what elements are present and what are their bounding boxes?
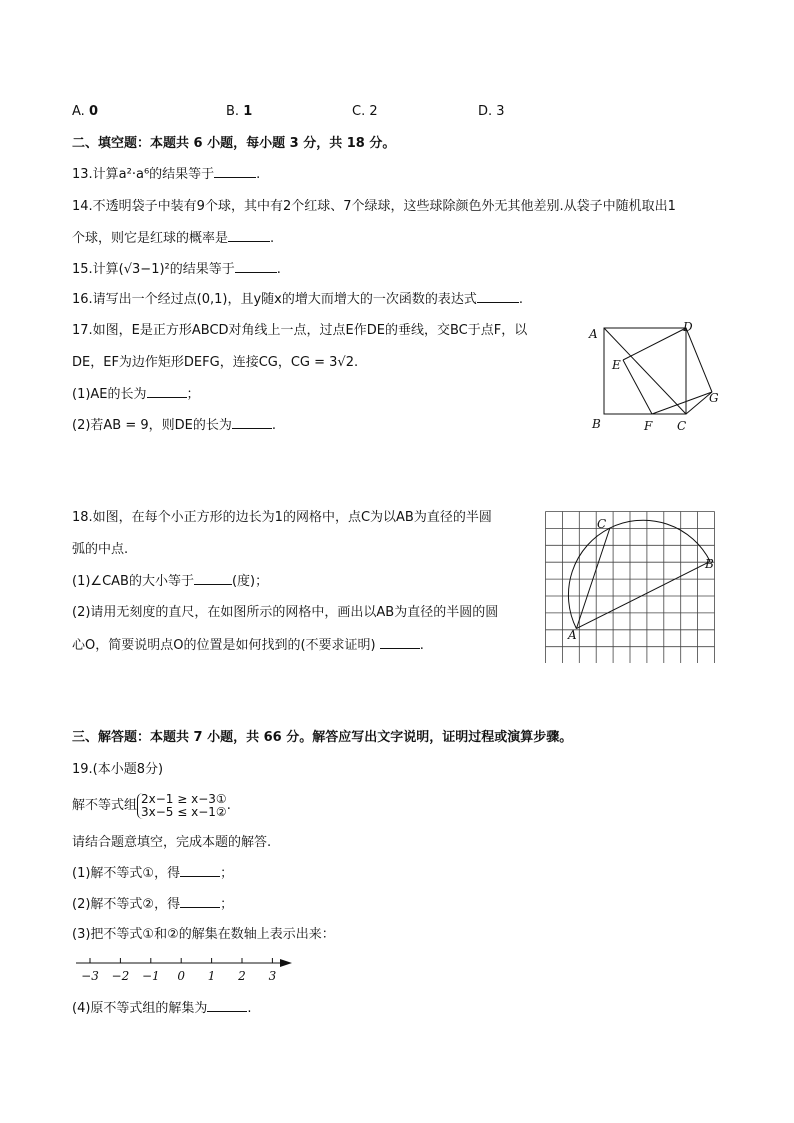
answer-blank (380, 636, 420, 649)
answer-blank (207, 999, 247, 1012)
label-a: A (589, 327, 598, 341)
label-g: G (709, 391, 719, 405)
question-18-sub-1: (1)∠CAB的大小等于 (度)； (72, 574, 269, 589)
answer-blank (477, 290, 519, 303)
label-a: A (568, 628, 577, 642)
option-a: A. 0 (72, 104, 98, 119)
number-line-label: 0 (177, 969, 186, 983)
answer-blank (214, 165, 256, 178)
grid-figure (545, 511, 721, 663)
label-f: F (644, 419, 653, 433)
question-19-header: 19.(本小题8分) (72, 762, 164, 777)
label-c: C (597, 517, 607, 531)
answer-blank (235, 260, 277, 273)
inequality-system: 2x−1 ≥ x−3① 3x−5 ≤ x−1② (137, 793, 227, 819)
question-17-sub-2: (2)若AB = 9，则DE的长为 . (72, 418, 277, 433)
question-19-step-1: (1)解不等式①，得 ； (72, 866, 234, 881)
label-b: B (592, 417, 601, 431)
option-c: C. 2 (352, 104, 378, 119)
label-e: E (612, 358, 621, 372)
answer-blank (194, 572, 232, 585)
answer-blank (147, 385, 187, 398)
question-19-system: 解不等式组 2x−1 ≥ x−3① 3x−5 ≤ x−1② . (72, 791, 231, 819)
square-figure (580, 318, 730, 438)
question-14-line-1: 14.不透明袋子中装有9个球，其中有2个红球、7个绿球，这些球除颜色外无其他差别.从袋子中随机取出1 (72, 199, 676, 214)
question-19-step-3: (3)把不等式①和②的解集在数轴上表示出来： (72, 927, 335, 942)
section-3-title: 三、解答题：本题共 7 小题，共 66 分。解答应写出文字说明，证明过程或演算步骤。 (72, 730, 573, 745)
question-13: 13.计算a²·a⁶的结果等于 . (72, 167, 261, 182)
question-15: 15.计算(√3−1)²的结果等于 . (72, 262, 281, 277)
question-18-line-2: 弧的中点. (72, 542, 129, 557)
question-17-line-1: 17.如图，E是正方形ABCD对角线上一点，过点E作DE的垂线，交BC于点F，以 (72, 323, 528, 338)
label-b: B (705, 557, 714, 571)
answer-blank (180, 895, 220, 908)
section-2-title: 二、填空题：本题共 6 小题，每小题 3 分，共 18 分。 (72, 136, 396, 151)
number-line-label: 2 (238, 969, 246, 983)
question-17-sub-1: (1)AE的长为 ； (72, 387, 200, 402)
option-b: B. 1 (226, 104, 253, 119)
question-19-instruction: 请结合题意填空，完成本题的解答. (72, 835, 272, 850)
label-d: D (683, 320, 693, 334)
question-19-step-2: (2)解不等式②，得 ； (72, 897, 234, 912)
question-18-sub-2b: 心O，简要说明点O的位置是如何找到的(不要求证明) . (72, 638, 424, 653)
number-line-label: −3 (81, 969, 99, 983)
answer-blank (180, 864, 220, 877)
number-line-label: −1 (141, 969, 160, 983)
answer-blank (232, 416, 272, 429)
question-19-step-4: (4)原不等式组的解集为 . (72, 1001, 252, 1016)
question-18-sub-2a: (2)请用无刻度的直尺，在如图所示的网格中，画出以AB为直径的半圆的圆 (72, 605, 499, 620)
arrow-icon (280, 959, 292, 967)
question-16: 16.请写出一个经过点(0,1)，且y随x的增大而增大的一次函数的表达式 . (72, 292, 524, 307)
answer-blank (228, 229, 270, 242)
number-line-label: −2 (111, 969, 130, 983)
question-17-line-2: DE，EF为边作矩形DEFG，连接CG，CG = 3√2. (72, 355, 359, 370)
question-14-line-2: 个球，则它是红球的概率是 . (72, 231, 275, 246)
label-c: C (677, 419, 687, 433)
number-line (70, 953, 300, 985)
option-d: D. 3 (478, 104, 505, 119)
question-18-line-1: 18.如图，在每个小正方形的边长为1的网格中，点C为以AB为直径的半圆 (72, 510, 492, 525)
number-line-label: 3 (268, 969, 277, 983)
number-line-label: 1 (207, 969, 216, 983)
